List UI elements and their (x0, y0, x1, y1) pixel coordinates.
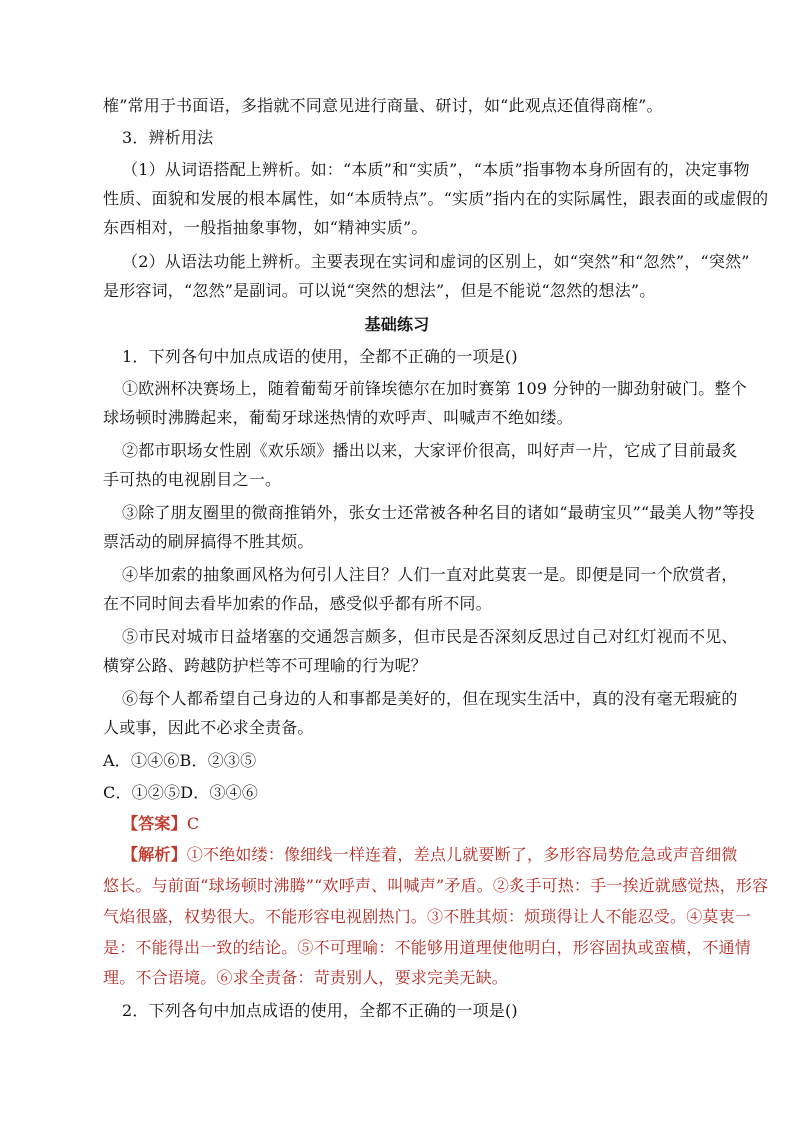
sentence-line: 手可热的电视剧目之一。 (103, 470, 282, 489)
question-stem: 1．下列各句中加点成语的使用，全都不正确的一项是() (122, 347, 518, 366)
sentence-line: ⑤市民对城市日益堵塞的交通怨言颇多，但市民是否深刻反思过自己对红灯视而不见、 (122, 627, 738, 646)
text-line: （1）从词语搭配上辨析。如：“本质”和“实质”，“本质”指事物本身所固有的，决定事物 (122, 160, 750, 179)
sentence-line: ①欧洲杯决赛场上，随着葡萄牙前锋埃德尔在加时赛第 109 分钟的一脚劲射破门。整个 (122, 379, 747, 398)
sentence-line: 球场顿时沸腾起来，葡萄牙球迷热情的欢呼声、叫喊声不绝如缕。 (103, 408, 573, 427)
analysis-line: 悠长。与前面“球场顿时沸腾”“欢呼声、叫喊声”矛盾。②炙手可热：手一挨近就感觉热，形容 (103, 876, 769, 895)
sentence-line: ③除了朋友圈里的微商推销外，张女士还常被各种名目的诸如“最萌宝贝”“最美人物”等投 (122, 503, 755, 522)
sentence-line: ②都市职场女性剧《欢乐颂》播出以来，大家评价很高，叫好声一片，它成了目前最炙 (122, 441, 738, 460)
options-cd: C．①②⑤D．③④⑥ (103, 783, 259, 802)
sentence-line: 人或事，因此不必求全责备。 (103, 718, 314, 737)
analysis-line (122, 845, 738, 865)
text-line: （2）从语法功能上辨析。主要表现在实词和虚词的区别上，如“突然”和“忽然”，“突然” (122, 252, 750, 271)
sentence-line: ④毕加索的抽象画风格为何引人注目？人们一直对此莫衷一是。即便是同一个欣赏者， (122, 565, 738, 584)
options-ab: A．①④⑥B．②③⑤ (103, 751, 257, 770)
text-line: 东西相对，一般指抽象事物，如“精神实质”。 (103, 218, 428, 237)
text-line: 3．辨析用法 (122, 128, 214, 147)
analysis-line: 是：不能得出一致的结论。⑤不可理喻：不能够用道理使他明白，形容固执或蛮横，不通情 (103, 938, 752, 957)
analysis-line: 气焰很盛，权势很大。不能形容电视剧热门。③不胜其烦：烦琐得让人不能忍受。④莫衷一 (103, 907, 752, 926)
text-line: 性质、面貌和发展的根本属性，如“本质特点”。“实质”指内在的实际属性，跟表面的或虚假的 (103, 189, 769, 208)
sentence-line: 横穿公路、跨越防护栏等不可理喻的行为呢？ (103, 656, 428, 675)
text-line: 是形容词，“忽然”是副词。可以说“突然的想法”，但是不能说“忽然的想法”。 (103, 281, 656, 300)
answer-line (122, 814, 199, 834)
analysis-line: 理。不合语境。⑥求全责备：苛责别人，要求完美无缺。 (103, 968, 509, 987)
sentence-line: 在不同时间去看毕加索的作品，感受似乎都有所不同。 (103, 594, 492, 613)
analysis-tag: 【解析】 (122, 845, 187, 864)
sentence-line: 票活动的刷屏搞得不胜其烦。 (103, 532, 314, 551)
answer-value: C (186, 814, 200, 833)
question-stem: 2．下列各句中加点成语的使用，全都不正确的一项是() (122, 1001, 518, 1020)
analysis-text: ①不绝如缕：像细线一样连着，差点儿就要断了，多形容局势危急或声音细微 (186, 845, 738, 864)
section-title: 基础练习 (364, 315, 430, 334)
answer-tag: 【答案】 (122, 814, 187, 833)
text-line: 榷”常用于书面语，多指就不同意见进行商量、研讨，如“此观点还值得商榷”。 (103, 96, 663, 115)
sentence-line: ⑥每个人都希望自己身边的人和事都是美好的，但在现实生活中，真的没有毫无瑕疵的 (122, 689, 738, 708)
